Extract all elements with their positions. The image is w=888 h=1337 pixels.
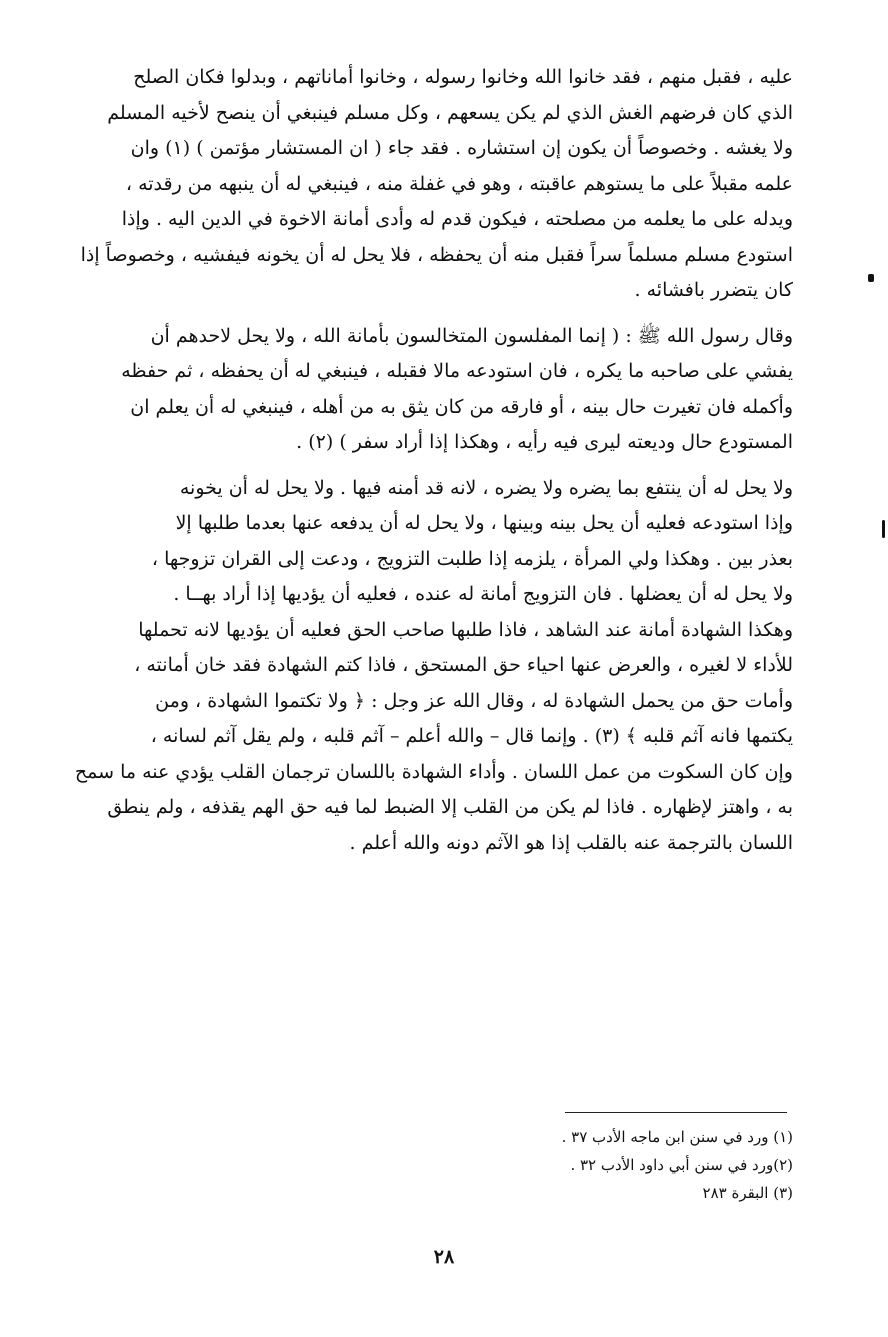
text-line: اللسان بالترجمة عنه بالقلب إذا هو الآثم دونه والله أعلم . xyxy=(349,831,793,854)
scan-edge-mark-bottom xyxy=(882,520,885,538)
paragraph-2 xyxy=(60,319,793,461)
body-text xyxy=(60,60,793,871)
footnote-1: (١) ورد في سنن ابن ماجه الأدب ٣٧ . xyxy=(561,1128,793,1146)
text-line: يكتمها فانه آثم قلبه ﴾ (٣) . وإنما قال – والله أعلم – آثم قلبه ، ولم يقل آثم لسانه ، xyxy=(150,725,793,747)
page-number: ٢٨ xyxy=(433,1246,455,1268)
footnotes xyxy=(433,1123,793,1207)
scan-edge-mark-top xyxy=(868,274,874,282)
text-line: وقال رسول الله ﷺ : ( إنما المفلسون المتخالسون بأمانة الله ، ولا يحل لاحدهم أن xyxy=(150,324,793,347)
footnote-3: (٣) البقرة ٢٨٣ xyxy=(702,1184,793,1202)
text-line: للأداء لا لغيره ، والعرض عنها احياء حق المستحق ، فاذا كتم الشهادة فقد خان أمانته ، xyxy=(134,654,793,676)
text-line: وأكمله فان تغيرت حال بينه ، أو فارقه من كان يثق به من أهله ، فينبغي له أن يعلم ان xyxy=(130,395,793,418)
text-line: بعذر بين . وهكذا ولي المرأة ، يلزمه إذا طلبت التزويج ، ودعت إلى القران تزوجها ، xyxy=(151,547,793,570)
text-line: ولا يحل له أن ينتفع بما يضره ولا يضره ، لانه قد أمنه فيها . ولا يحل له أن يخونه xyxy=(179,476,793,499)
text-line: وإذا استودعه فعليه أن يحل بينه وبينها ، ولا يحل له أن يدفعه عنها بعدما طلبها إلا xyxy=(175,512,793,534)
text-line: علمه مقبلاً على ما يستوهم عاقبته ، وهو في غفلة منه ، فينبغي له أن ينبهه من رقدته ، xyxy=(125,172,793,195)
text-line: ولا يغشه . وخصوصاً أن يكون إن استشاره . فقد جاء ( ان المستشار مؤتمن ) (١) وان xyxy=(130,137,793,159)
text-line: ويدله على ما يعلمه من مصلحته ، فيكون قدم له وأدى أمانة الاخوة في الدين اليه . وإذا xyxy=(121,208,793,230)
text-line: ولا يحل له أن يعضلها . فان التزويج أمانة له عنده ، فعليه أن يؤديها إذا أراد بهــا . xyxy=(173,583,793,605)
footnote-divider xyxy=(565,1112,787,1113)
text-line: يفشي على صاحبه ما يكره ، فان استودعه مالا فقبله ، فينبغي له أن يحفظه ، ثم حفظه xyxy=(121,360,793,382)
text-line: المستودع حال وديعته ليرى فيه رأيه ، وهكذا إذا أراد سفر ) (٢) . xyxy=(296,431,793,453)
text-line: كان يتضرر بافشائه . xyxy=(634,279,793,301)
paragraph-3 xyxy=(60,471,793,862)
footnote-2: (٢)ورد في سنن أبي داود الأدب ٣٢ . xyxy=(570,1156,793,1174)
text-line: وأمات حق من يحمل الشهادة له ، وقال الله عز وجل : ﴿ ولا تكتموا الشهادة ، ومن xyxy=(155,689,793,712)
text-line: وإن كان السكوت من عمل اللسان . وأداء الشهادة باللسان ترجمان القلب يؤدي عنه ما سمح xyxy=(74,760,793,783)
text-line: استودع مسلم مسلماً سراً فقبل منه أن يحفظه ، فلا يحل له أن يخونه فيفشيه ، وخصوصاً إذا xyxy=(80,243,793,266)
text-line: به ، واهتز لإظهاره . فاذا لم يكن من القلب إلا الضبط لما فيه حق الهم يقذفه ، ولم ينطق xyxy=(107,796,793,818)
paragraph-1 xyxy=(60,60,793,309)
text-line: وهكذا الشهادة أمانة عند الشاهد ، فاذا طلبها صاحب الحق فعليه أن يؤديها لانه تحملها xyxy=(138,618,793,641)
text-line: الذي كان فرضهم الغش الذي لم يكن يسعهم ، وكل مسلم فينبغي أن ينصح لأخيه المسلم xyxy=(107,101,793,124)
text-line: عليه ، فقبل منهم ، فقد خانوا الله وخانوا رسوله ، وخانوا أماناتهم ، وبدلوا فكان الصلح xyxy=(133,66,793,88)
